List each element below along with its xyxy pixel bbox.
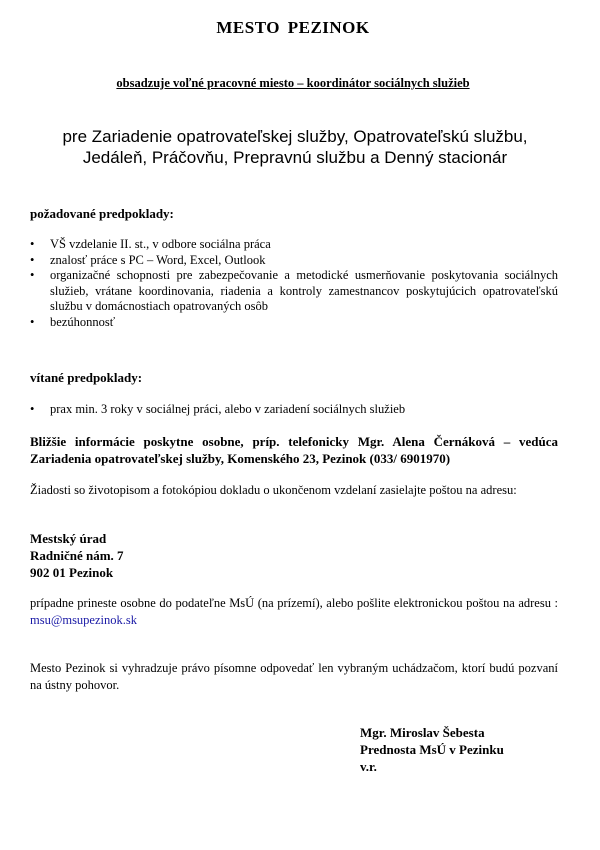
address-line: Mestský úrad — [30, 531, 107, 546]
required-list — [30, 237, 558, 330]
list-item — [30, 315, 558, 331]
signatory-title: Prednosta MsÚ v Pezinku — [360, 742, 504, 757]
bullet-icon: • — [30, 402, 35, 416]
bullet-icon: • — [30, 237, 35, 251]
address-line: 902 01 Pezinok — [30, 565, 114, 580]
address-line: Radničné nám. 7 — [30, 548, 124, 563]
facility-heading: pre Zariadenie opatrovateľskej služby, Opatrovateľskú službu, Jedáleň, Práčovňu, Prepravnú službu a Denný stacionár — [62, 127, 528, 167]
city-title: MESTO PEZINOK — [216, 18, 370, 37]
list-item — [30, 402, 558, 418]
list-item — [30, 268, 558, 315]
list-item-text: organizačné schopnosti pre zabezpečovanie a metodické usmerňovanie poskytovania sociálnych služieb, vrátane koordinovania, riadenia a kontroly zamestnancov poskytujúcich opatrovateľskú službu v domácnostiach opatrovaných osôb — [50, 268, 558, 313]
contact-info: Bližšie informácie poskytne osobne, príp. telefonicky Mgr. Alena Černáková – vedúca Zariadenia opatrovateľskej služby, Komenského 23, Pezinok (033/ 6901970) — [30, 434, 558, 466]
bullet-icon: • — [30, 252, 35, 267]
alternative-submission — [30, 595, 558, 629]
required-label: požadované predpoklady: — [30, 206, 174, 221]
list-item-text: prax min. 3 roky v sociálnej práci, alebo v zariadení sociálnych služieb — [50, 402, 406, 416]
signatory-suffix: v.r. — [360, 759, 377, 774]
alternative-text: prípadne prineste osobne do podateľne MsÚ (na prízemí), alebo pošlite elektronickou poštou na adresu : — [30, 596, 558, 610]
list-item-text: bezúhonnosť — [50, 314, 116, 329]
list-item-text: VŠ vzdelanie II. st., v odbore sociálna práca — [50, 237, 271, 251]
postal-address — [30, 530, 330, 581]
application-instructions: Žiadosti so životopisom a fotokópiou dokladu o ukončenom vzdelaní zasielajte poštou na adresu: — [30, 483, 517, 497]
signatory-name: Mgr. Miroslav Šebesta — [360, 725, 485, 740]
welcome-label: vítané predpoklady: — [30, 370, 143, 385]
list-item — [30, 237, 558, 253]
bullet-icon: • — [30, 314, 35, 329]
signature-block — [360, 724, 580, 775]
list-item-text: znalosť práce s PC – Word, Excel, Outlook — [50, 252, 266, 267]
bullet-icon: • — [30, 268, 35, 282]
closing-note: Mesto Pezinok si vyhradzuje právo písomne odpovedať len vybraným uchádzačom, ktorí budú pozvaní na ústny pohovor. — [30, 661, 558, 692]
welcome-list — [30, 402, 558, 418]
list-item — [30, 253, 558, 269]
email-link[interactable]: msu@msupezinok.sk — [30, 613, 137, 627]
job-subtitle: obsadzuje voľné pracovné miesto – koordinátor sociálnych služieb — [116, 76, 470, 90]
